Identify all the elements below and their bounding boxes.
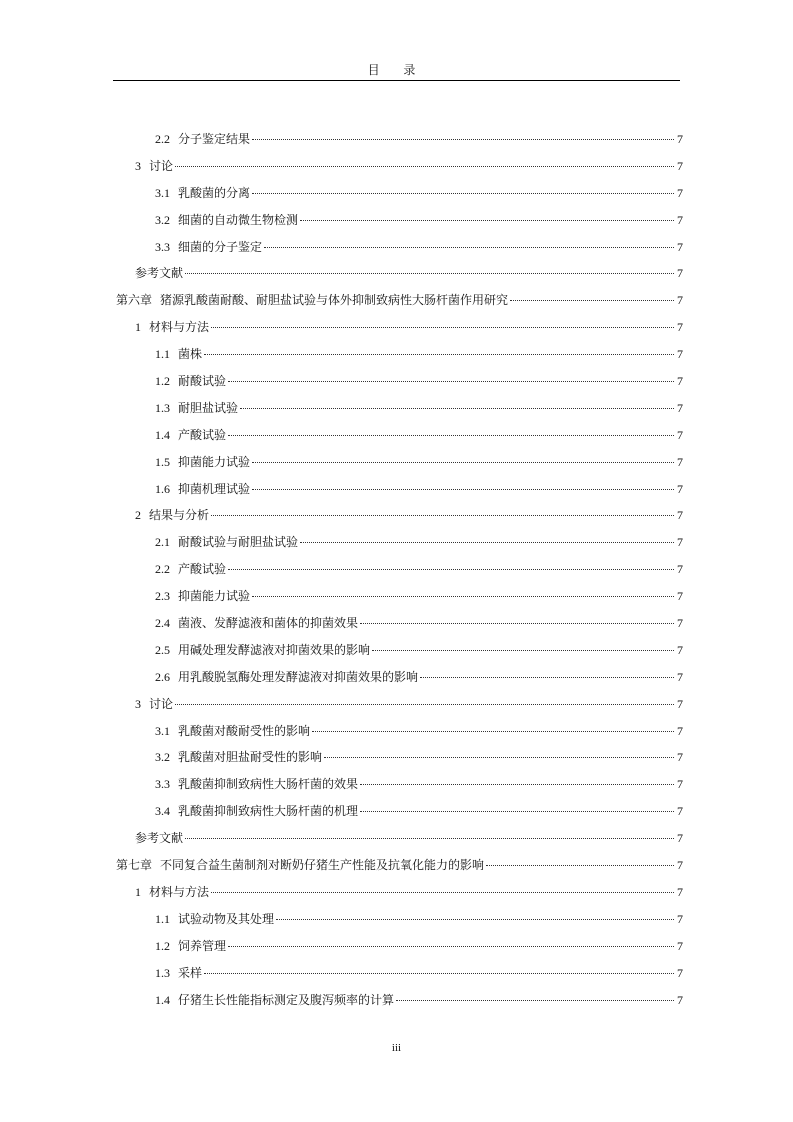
- toc-entry-number: 2: [135, 508, 141, 523]
- toc-entry-label: 材料与方法: [149, 884, 210, 899]
- table-of-contents: [116, 126, 683, 1013]
- toc-entry[interactable]: [116, 449, 683, 476]
- toc-entry-label: 耐酸试验与耐胆盐试验: [178, 535, 299, 550]
- toc-entry-label: 抑菌能力试验: [178, 454, 251, 469]
- toc-entry-label: 抑菌机理试验: [178, 481, 251, 496]
- toc-entry-page: 7: [677, 642, 683, 657]
- toc-entry-page: 7: [677, 427, 683, 442]
- toc-entry-number: 3.3: [155, 777, 170, 792]
- toc-entry-number: 1.4: [155, 427, 170, 442]
- toc-entry-number: 1.3: [155, 965, 170, 980]
- toc-entry[interactable]: [116, 879, 683, 906]
- toc-dot-leader: [211, 515, 674, 516]
- toc-dot-leader: [228, 381, 674, 382]
- toc-entry-label: 产酸试验: [178, 562, 227, 577]
- toc-entry[interactable]: [116, 933, 683, 960]
- toc-entry-page: 7: [677, 454, 683, 469]
- toc-dot-leader: [420, 677, 674, 678]
- toc-entry[interactable]: [116, 368, 683, 395]
- toc-entry-label: 采样: [178, 965, 203, 980]
- toc-entry-page: 7: [677, 481, 683, 496]
- toc-dot-leader: [396, 1000, 674, 1001]
- toc-entry-page: 7: [677, 374, 683, 389]
- toc-entry-label: 讨论: [149, 696, 174, 711]
- toc-entry-number: 2.2: [155, 132, 170, 146]
- toc-entry-number: 3.3: [155, 239, 170, 254]
- toc-entry-number: 第七章: [116, 858, 153, 873]
- toc-entry-number: 1.2: [155, 938, 170, 953]
- toc-entry-label: 菌株: [178, 347, 203, 362]
- toc-entry-page: 7: [677, 132, 683, 146]
- toc-entry-label: 乳酸菌抑制致病性大肠杆菌的效果: [178, 777, 359, 792]
- toc-entry-page: 7: [677, 831, 683, 846]
- page-number: iii: [391, 1042, 402, 1054]
- toc-entry-page: 7: [677, 616, 683, 631]
- toc-entry-page: 7: [677, 508, 683, 523]
- toc-entry-label: 试验动物及其处理: [178, 911, 275, 926]
- toc-entry-page: 7: [677, 750, 683, 765]
- toc-entry-page: 7: [677, 911, 683, 926]
- toc-entry-label: 菌液、发酵滤液和菌体的抑菌效果: [178, 616, 359, 631]
- toc-entry-label: 材料与方法: [149, 320, 210, 335]
- toc-entry-label: 饲养管理: [178, 938, 227, 953]
- toc-entry-label: 细菌的自动微生物检测: [178, 212, 299, 227]
- toc-entry[interactable]: [116, 153, 683, 180]
- toc-dot-leader: [228, 569, 674, 570]
- toc-entry-label: 结果与分析: [149, 508, 210, 523]
- toc-dot-leader: [300, 220, 674, 221]
- toc-entry-label: 耐酸试验: [178, 374, 227, 389]
- toc-entry-number: 3.1: [155, 185, 170, 200]
- toc-entry-page: 7: [677, 535, 683, 550]
- toc-entry-page: 7: [677, 696, 683, 711]
- toc-entry-number: 2.3: [155, 589, 170, 604]
- toc-dot-leader: [175, 166, 674, 167]
- toc-entry[interactable]: [116, 502, 683, 529]
- toc-dot-leader: [185, 273, 674, 274]
- toc-entry[interactable]: [116, 798, 683, 825]
- toc-dot-leader: [252, 139, 674, 140]
- toc-entry-number: 3: [135, 696, 141, 711]
- toc-entry[interactable]: [116, 207, 683, 234]
- toc-entry-page: 7: [677, 938, 683, 953]
- toc-entry-page: 7: [677, 158, 683, 173]
- toc-entry[interactable]: [116, 422, 683, 449]
- toc-entry-label: 用乳酸脱氢酶处理发酵滤液对抑菌效果的影响: [178, 669, 419, 684]
- toc-entry-label: 仔猪生长性能指标测定及腹泻频率的计算: [178, 992, 395, 1007]
- toc-entry[interactable]: [116, 906, 683, 933]
- toc-entry-number: 3.4: [155, 804, 170, 819]
- toc-entry-number: 3.2: [155, 750, 170, 765]
- toc-entry-number: 1.2: [155, 374, 170, 389]
- toc-entry[interactable]: [116, 610, 683, 637]
- toc-entry[interactable]: [116, 744, 683, 771]
- toc-dot-leader: [252, 596, 674, 597]
- toc-entry-label: 分子鉴定结果: [178, 132, 251, 146]
- toc-entry-page: 7: [677, 965, 683, 980]
- toc-entry-page: 7: [677, 858, 683, 873]
- toc-dot-leader: [240, 408, 674, 409]
- toc-entry-number: 3.1: [155, 723, 170, 738]
- header-rule: [113, 80, 680, 81]
- toc-entry-number: 1.1: [155, 911, 170, 926]
- toc-entry-label: 猪源乳酸菌耐酸、耐胆盐试验与体外抑制致病性大肠杆菌作用研究: [160, 293, 509, 308]
- toc-entry-label: 参考文献: [135, 266, 184, 281]
- toc-entry-page: 7: [677, 884, 683, 899]
- toc-dot-leader: [175, 704, 674, 705]
- toc-entry-number: 1: [135, 884, 141, 899]
- toc-entry-number: 2.2: [155, 562, 170, 577]
- toc-entry-page: 7: [677, 804, 683, 819]
- toc-entry[interactable]: [116, 583, 683, 610]
- toc-entry-label: 产酸试验: [178, 427, 227, 442]
- toc-entry-page: 7: [677, 320, 683, 335]
- toc-dot-leader: [312, 731, 674, 732]
- toc-dot-leader: [211, 892, 674, 893]
- toc-entry-page: 7: [677, 239, 683, 254]
- toc-dot-leader: [360, 811, 674, 812]
- toc-entry-page: 7: [677, 293, 683, 308]
- toc-entry[interactable]: [116, 825, 683, 852]
- toc-entry-label: 抑菌能力试验: [178, 589, 251, 604]
- toc-entry-number: 2.5: [155, 642, 170, 657]
- toc-entry-number: 1.4: [155, 992, 170, 1007]
- toc-entry-page: 7: [677, 562, 683, 577]
- toc-entry-label: 耐胆盐试验: [178, 400, 239, 415]
- toc-entry-page: 7: [677, 723, 683, 738]
- toc-entry[interactable]: [116, 987, 683, 1014]
- toc-entry[interactable]: [116, 314, 683, 341]
- toc-entry-label: 讨论: [149, 158, 174, 173]
- toc-entry-label: 乳酸菌对胆盐耐受性的影响: [178, 750, 323, 765]
- toc-entry-label: 用碱处理发酵滤液对抑菌效果的影响: [178, 642, 371, 657]
- toc-dot-leader: [252, 462, 674, 463]
- toc-entry[interactable]: [116, 637, 683, 664]
- toc-dot-leader: [252, 489, 674, 490]
- toc-entry-page: 7: [677, 212, 683, 227]
- toc-entry-label: 细菌的分子鉴定: [178, 239, 263, 254]
- toc-entry[interactable]: [116, 180, 683, 207]
- toc-entry-number: 3: [135, 158, 141, 173]
- toc-entry-number: 1: [135, 320, 141, 335]
- toc-entry-number: 2.1: [155, 535, 170, 550]
- toc-entry-label: 乳酸菌抑制致病性大肠杆菌的机理: [178, 804, 359, 819]
- toc-entry[interactable]: [116, 960, 683, 987]
- toc-entry-number: 第六章: [116, 293, 153, 308]
- toc-entry-page: 7: [677, 400, 683, 415]
- toc-entry-number: 3.2: [155, 212, 170, 227]
- toc-entry-number: 1.1: [155, 347, 170, 362]
- toc-entry[interactable]: [116, 852, 683, 879]
- toc-entry[interactable]: [116, 556, 683, 583]
- toc-dot-leader: [276, 919, 674, 920]
- toc-entry-number: 2.6: [155, 669, 170, 684]
- toc-dot-leader: [204, 354, 674, 355]
- toc-dot-leader: [228, 946, 674, 947]
- toc-dot-leader: [204, 973, 674, 974]
- toc-dot-leader: [211, 327, 674, 328]
- toc-dot-leader: [264, 247, 674, 248]
- toc-entry[interactable]: [116, 718, 683, 745]
- toc-entry[interactable]: [116, 126, 683, 153]
- toc-entry-page: 7: [677, 185, 683, 200]
- toc-entry[interactable]: [116, 260, 683, 287]
- toc-dot-leader: [324, 757, 674, 758]
- toc-dot-leader: [300, 542, 674, 543]
- toc-entry-number: 1.6: [155, 481, 170, 496]
- page-header-title: 目 录: [367, 63, 426, 77]
- toc-entry-page: 7: [677, 266, 683, 281]
- toc-entry[interactable]: [116, 691, 683, 718]
- toc-dot-leader: [510, 300, 674, 301]
- toc-entry-number: 1.3: [155, 400, 170, 415]
- toc-dot-leader: [185, 838, 674, 839]
- toc-entry[interactable]: [116, 664, 683, 691]
- toc-entry-label: 参考文献: [135, 831, 184, 846]
- toc-entry[interactable]: [116, 234, 683, 261]
- toc-entry-page: 7: [677, 992, 683, 1007]
- toc-entry-number: 2.4: [155, 616, 170, 631]
- toc-dot-leader: [360, 784, 674, 785]
- toc-entry-number: 1.5: [155, 454, 170, 469]
- toc-entry-page: 7: [677, 777, 683, 792]
- toc-entry[interactable]: [116, 529, 683, 556]
- toc-dot-leader: [360, 623, 674, 624]
- toc-entry-label: 乳酸菌的分离: [178, 185, 251, 200]
- toc-entry-page: 7: [677, 669, 683, 684]
- toc-dot-leader: [252, 193, 674, 194]
- toc-entry[interactable]: [116, 395, 683, 422]
- toc-entry-page: 7: [677, 347, 683, 362]
- toc-entry-label: 乳酸菌对酸耐受性的影响: [178, 723, 311, 738]
- toc-dot-leader: [486, 865, 674, 866]
- toc-entry-page: 7: [677, 589, 683, 604]
- toc-dot-leader: [372, 650, 674, 651]
- toc-entry[interactable]: [116, 287, 683, 314]
- toc-entry[interactable]: [116, 771, 683, 798]
- toc-entry[interactable]: [116, 341, 683, 368]
- toc-entry-label: 不同复合益生菌制剂对断奶仔猪生产性能及抗氧化能力的影响: [160, 858, 485, 873]
- toc-entry[interactable]: [116, 476, 683, 503]
- toc-dot-leader: [228, 435, 674, 436]
